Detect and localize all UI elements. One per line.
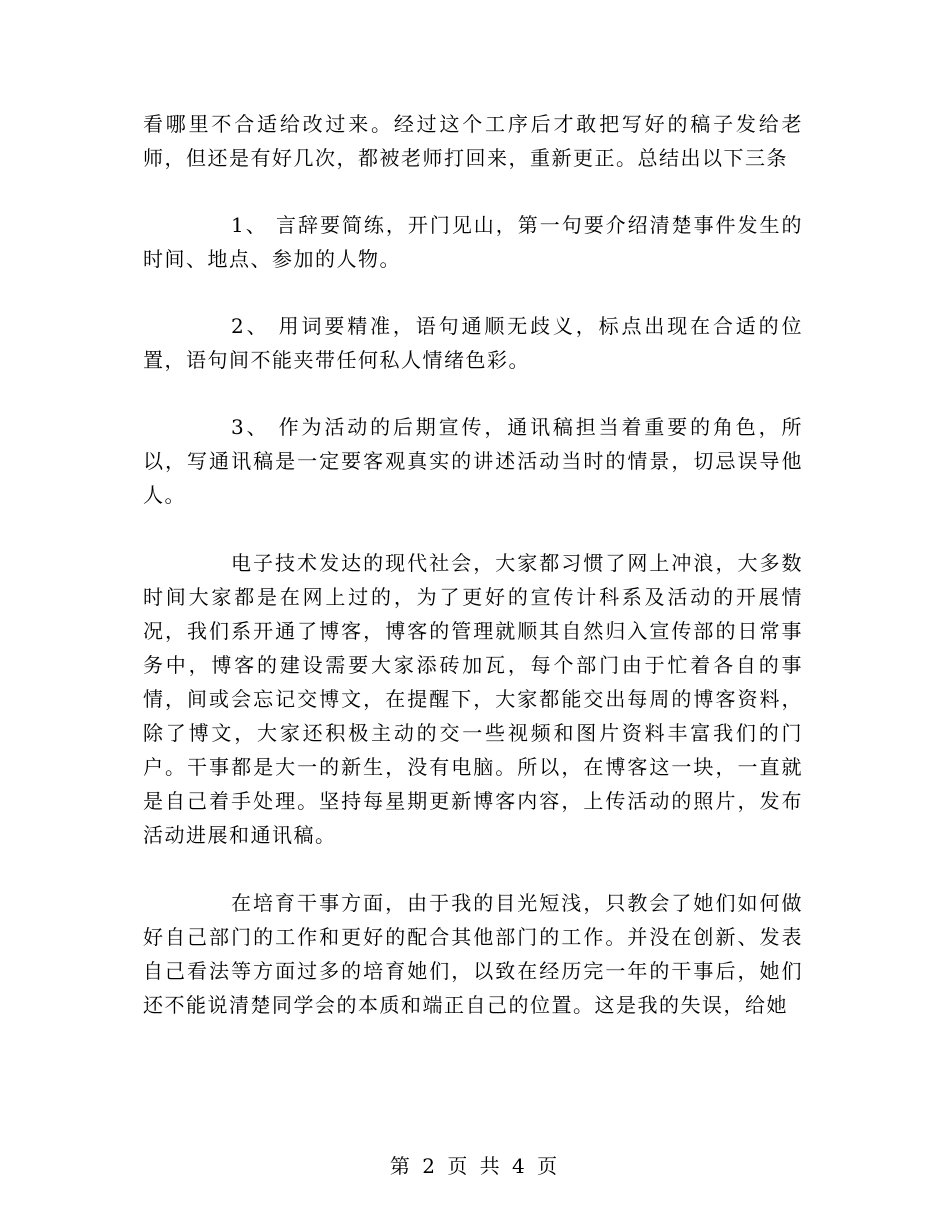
paragraph-training: 在培育干事方面，由于我的目光短浅，只教会了她们如何做好自己部门的工作和更好的配合其他部门的工作。并没在创新、发表自己看法等方面过多的培育她们，以致在经历完一年的干事后，她们还不能说清楚同学会的本质和端正自己的位置。这是我的失误，给她 xyxy=(143,891,803,1017)
paragraph-continuation: 看哪里不合适给改过来。经过这个工序后才敢把写好的稿子发给老师，但还是有好几次，都被老师打回来，重新更正。总结出以下三条 xyxy=(143,112,803,170)
list-item-3: 3、 作为活动的后期宣传，通讯稿担当着重要的角色，所以，写通讯稿是一定要客观真实的讲述活动当时的情景，切忌误导他人。 xyxy=(143,415,803,507)
paragraph-spacer xyxy=(143,512,803,546)
paragraph-spacer xyxy=(143,377,803,410)
paragraph-spacer xyxy=(143,852,803,886)
page-number-footer: 第 2 页 共 4 页 xyxy=(389,1154,561,1178)
list-item-2: 2、 用词要精准，语句通顺无歧义，标点出现在合适的位置，语句间不能夹带任何私人情绪色彩。 xyxy=(143,314,803,372)
paragraph-spacer xyxy=(143,175,803,208)
list-item-1: 1、 言辞要简练，开门见山，第一句要介绍清楚事件发生的时间、地点、参加的人物。 xyxy=(143,213,803,271)
paragraph-spacer xyxy=(143,276,803,309)
paragraph-blog: 电子技术发达的现代社会，大家都习惯了网上冲浪，大多数时间大家都是在网上过的，为了更好的宣传计科系及活动的开展情况，我们系开通了博客，博客的管理就顺其自然归入宣传部的日常事务中，博客的建设需要大家添砖加瓦，每个部门由于忙着各自的事情，间或会忘记交博文，在提醒下，大家都能交出每周的博客资料，除了博文，大家还积极主动的交一些视频和图片资料丰富我们的门户。干事都是大一的新生，没有电脑。所以，在博客这一块，一直就是自己着手处理。坚持每星期更新博客内容，上传活动的照片，发布活动进展和通讯稿。 xyxy=(143,551,803,847)
document-body xyxy=(143,107,803,1022)
